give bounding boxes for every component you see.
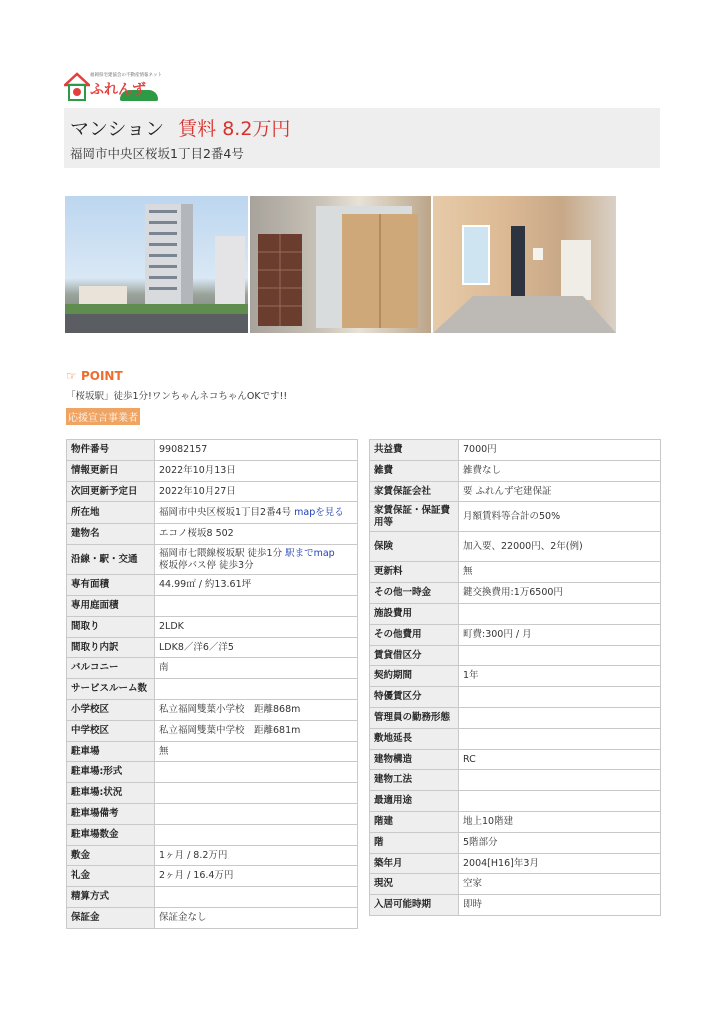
row-value xyxy=(459,645,661,666)
table-row xyxy=(67,699,358,720)
row-value xyxy=(459,624,661,645)
row-value xyxy=(155,658,358,679)
row-label: 精算方式 xyxy=(67,887,155,908)
table-row xyxy=(67,575,358,596)
row-value xyxy=(155,481,358,502)
property-address: 福岡市中央区桜坂1丁目2番4号 xyxy=(70,146,244,161)
row-value xyxy=(155,887,358,908)
row-label: 階 xyxy=(370,832,459,853)
row-label: 敷金 xyxy=(67,845,155,866)
building-illustration xyxy=(65,196,248,333)
row-label: 賃貸借区分 xyxy=(370,645,459,666)
row-value xyxy=(155,440,358,461)
row-label: 特優賃区分 xyxy=(370,687,459,708)
row-value xyxy=(155,524,358,545)
row-value xyxy=(155,460,358,481)
row-label: 駐車場:形式 xyxy=(67,762,155,783)
table-row xyxy=(67,907,358,928)
row-value xyxy=(155,502,358,524)
value-text: 2ヶ月 / 16.4万円 xyxy=(159,870,234,882)
table-row xyxy=(67,741,358,762)
table-row xyxy=(370,874,661,895)
row-label: 更新料 xyxy=(370,562,459,583)
property-type: マンション xyxy=(70,118,165,140)
row-value xyxy=(459,583,661,604)
row-label: 建物名 xyxy=(67,524,155,545)
row-label: 間取り xyxy=(67,616,155,637)
row-label: 建物構造 xyxy=(370,749,459,770)
table-row xyxy=(67,616,358,637)
row-label: その他一時金 xyxy=(370,583,459,604)
value-text: 町費:300円 / 月 xyxy=(463,628,532,640)
row-label: バルコニー xyxy=(67,658,155,679)
value-text: 99082157 xyxy=(159,443,208,455)
table-row xyxy=(370,687,661,708)
table-row xyxy=(370,624,661,645)
row-label: 管理員の勤務形態 xyxy=(370,707,459,728)
value-text: 無 xyxy=(159,745,169,757)
row-value xyxy=(459,749,661,770)
row-label: 所在地 xyxy=(67,502,155,524)
row-label: 現況 xyxy=(370,874,459,895)
value-text: エコノ桜坂8 502 xyxy=(159,528,234,540)
table-row xyxy=(370,583,661,604)
table-row xyxy=(67,783,358,804)
hallway-illustration xyxy=(433,196,616,333)
table-row xyxy=(370,481,661,502)
table-row xyxy=(67,866,358,887)
row-value xyxy=(459,853,661,874)
table-row xyxy=(67,481,358,502)
row-value xyxy=(155,616,358,637)
row-label: 雑費 xyxy=(370,460,459,481)
table-row xyxy=(67,524,358,545)
table-row xyxy=(370,603,661,624)
right-details-table xyxy=(369,439,661,916)
value-text: 保証金なし xyxy=(159,911,207,923)
table-row xyxy=(67,887,358,908)
row-label: 施設費用 xyxy=(370,603,459,624)
value-text: 月額賃料等合計の50% xyxy=(463,510,561,522)
left-details-table xyxy=(66,439,358,929)
table-row xyxy=(67,658,358,679)
logo xyxy=(64,70,162,102)
row-label: 家賃保証・保証費用等 xyxy=(370,502,459,532)
table-row xyxy=(370,895,661,916)
value-text: 2022年10月27日 xyxy=(159,485,236,497)
table-row xyxy=(370,770,661,791)
row-value xyxy=(459,532,661,562)
property-header xyxy=(64,108,660,168)
row-label: 敷地延長 xyxy=(370,728,459,749)
value-text: 7000円 xyxy=(463,443,497,455)
table-row xyxy=(370,645,661,666)
row-value xyxy=(155,720,358,741)
photo-strip xyxy=(65,196,616,333)
value-text: 私立福岡雙葉中学校 距離681m xyxy=(159,724,301,736)
rent-price: 賃料 8.2万円 xyxy=(178,118,291,140)
row-value xyxy=(459,874,661,895)
map-link[interactable]: mapを見る xyxy=(294,506,344,518)
table-row xyxy=(370,532,661,562)
row-label: 階建 xyxy=(370,811,459,832)
value-text: 2004[H16]年3月 xyxy=(463,857,539,869)
value-text: 福岡市中央区桜坂1丁目2番4号 xyxy=(159,506,292,518)
row-value xyxy=(459,562,661,583)
row-label: 中学校区 xyxy=(67,720,155,741)
row-value xyxy=(155,741,358,762)
row-value xyxy=(155,545,358,575)
row-value xyxy=(155,907,358,928)
row-label: 入居可能時期 xyxy=(370,895,459,916)
property-title xyxy=(70,114,290,141)
table-row xyxy=(370,728,661,749)
value-text: 福岡市七隈線桜坂駅 徒歩1分 xyxy=(159,547,283,559)
row-label: 専有面積 xyxy=(67,575,155,596)
house-logo-icon xyxy=(64,72,90,102)
table-row xyxy=(370,853,661,874)
row-label: サービスルーム数 xyxy=(67,679,155,700)
row-value xyxy=(155,679,358,700)
table-row xyxy=(370,666,661,687)
row-label: 家賃保証会社 xyxy=(370,481,459,502)
value-text: 1ヶ月 / 8.2万円 xyxy=(159,849,228,861)
hand-point-icon: ☞ xyxy=(66,369,77,383)
row-value xyxy=(459,481,661,502)
value-text: 44.99㎡ / 約13.61坪 xyxy=(159,579,252,591)
support-badge[interactable]: 応援宣言事業者 xyxy=(66,408,140,425)
row-value xyxy=(155,783,358,804)
table-row xyxy=(370,707,661,728)
row-label: 保険 xyxy=(370,532,459,562)
hallway-photo[interactable] xyxy=(433,196,616,333)
table-row xyxy=(67,803,358,824)
value-text: 無 xyxy=(463,566,473,578)
row-label: 専用庭面積 xyxy=(67,595,155,616)
row-value xyxy=(459,832,661,853)
table-row xyxy=(67,502,358,524)
row-label: 小学校区 xyxy=(67,699,155,720)
row-value xyxy=(155,595,358,616)
value-text: 私立福岡雙葉小学校 距離868m xyxy=(159,703,301,715)
row-label: 駐車場備考 xyxy=(67,803,155,824)
logo-subtitle: 福岡県宅建協会の不動産情報ネット xyxy=(90,73,162,78)
row-label: 駐車場 xyxy=(67,741,155,762)
value-text: RC xyxy=(463,753,476,765)
value-text: 2LDK xyxy=(159,620,184,632)
value-text: 即時 xyxy=(463,899,483,911)
row-value xyxy=(459,666,661,687)
row-label: 物件番号 xyxy=(67,440,155,461)
row-value xyxy=(155,803,358,824)
row-value xyxy=(155,575,358,596)
value-text: 2022年10月13日 xyxy=(159,464,236,476)
value-text: 5階部分 xyxy=(463,836,498,848)
row-label: 情報更新日 xyxy=(67,460,155,481)
row-label: 最適用途 xyxy=(370,791,459,812)
row-label: 間取り内訳 xyxy=(67,637,155,658)
table-row xyxy=(67,762,358,783)
value-text: 要 ふれんず宅建保証 xyxy=(463,485,552,497)
value-text: 空家 xyxy=(463,878,483,890)
row-value xyxy=(459,728,661,749)
table-row xyxy=(67,440,358,461)
entrance-photo[interactable] xyxy=(250,196,431,333)
row-value xyxy=(155,824,358,845)
row-value xyxy=(459,811,661,832)
value-text: 地上10階建 xyxy=(463,815,514,827)
row-label: 共益費 xyxy=(370,440,459,461)
row-value xyxy=(459,460,661,481)
point-text: 「桜坂駅」徒歩1分!ワンちゃんネコちゃんOKです!! xyxy=(66,391,288,402)
point-heading: ☞ POINT xyxy=(66,369,123,383)
value-text: 雑費なし xyxy=(463,464,502,476)
row-value xyxy=(459,502,661,532)
row-value xyxy=(459,603,661,624)
row-label: 保証金 xyxy=(67,907,155,928)
row-value xyxy=(459,770,661,791)
row-label: 駐車場:状況 xyxy=(67,783,155,804)
table-row xyxy=(67,679,358,700)
row-label: 礼金 xyxy=(67,866,155,887)
row-value xyxy=(155,845,358,866)
entrance-illustration xyxy=(250,196,431,333)
row-value xyxy=(155,699,358,720)
table-row xyxy=(67,845,358,866)
row-label: 契約期間 xyxy=(370,666,459,687)
row-value xyxy=(155,762,358,783)
row-value xyxy=(459,687,661,708)
map-link[interactable]: 駅までmap xyxy=(285,547,335,559)
value-text: 鍵交換費用:1万6500円 xyxy=(463,587,563,599)
table-row xyxy=(67,460,358,481)
table-row xyxy=(370,502,661,532)
row-value xyxy=(155,866,358,887)
row-value xyxy=(155,637,358,658)
row-value xyxy=(459,440,661,461)
row-label: 沿線・駅・交通 xyxy=(67,545,155,575)
building-exterior-photo[interactable] xyxy=(65,196,248,333)
row-label: 建物工法 xyxy=(370,770,459,791)
row-label: その他費用 xyxy=(370,624,459,645)
table-row xyxy=(370,749,661,770)
table-row xyxy=(67,637,358,658)
value-text: 加入要、22000円、2年(例) xyxy=(463,540,583,552)
row-label: 次回更新予定日 xyxy=(67,481,155,502)
row-value xyxy=(459,707,661,728)
table-row xyxy=(67,720,358,741)
table-row xyxy=(370,832,661,853)
table-row xyxy=(67,545,358,575)
row-label: 築年月 xyxy=(370,853,459,874)
row-value xyxy=(459,791,661,812)
logo-name: ふれんず xyxy=(90,82,146,98)
value-text-secondary: 桜坂停バス停 徒歩3分 xyxy=(159,559,254,571)
table-row xyxy=(67,595,358,616)
row-value xyxy=(459,895,661,916)
row-label: 駐車場数金 xyxy=(67,824,155,845)
table-row xyxy=(370,440,661,461)
table-row xyxy=(370,791,661,812)
value-text: LDK8／洋6／洋5 xyxy=(159,641,234,653)
table-row xyxy=(370,562,661,583)
table-row xyxy=(370,811,661,832)
table-row xyxy=(370,460,661,481)
value-text: 1年 xyxy=(463,670,479,682)
value-text: 南 xyxy=(159,662,169,674)
table-row xyxy=(67,824,358,845)
